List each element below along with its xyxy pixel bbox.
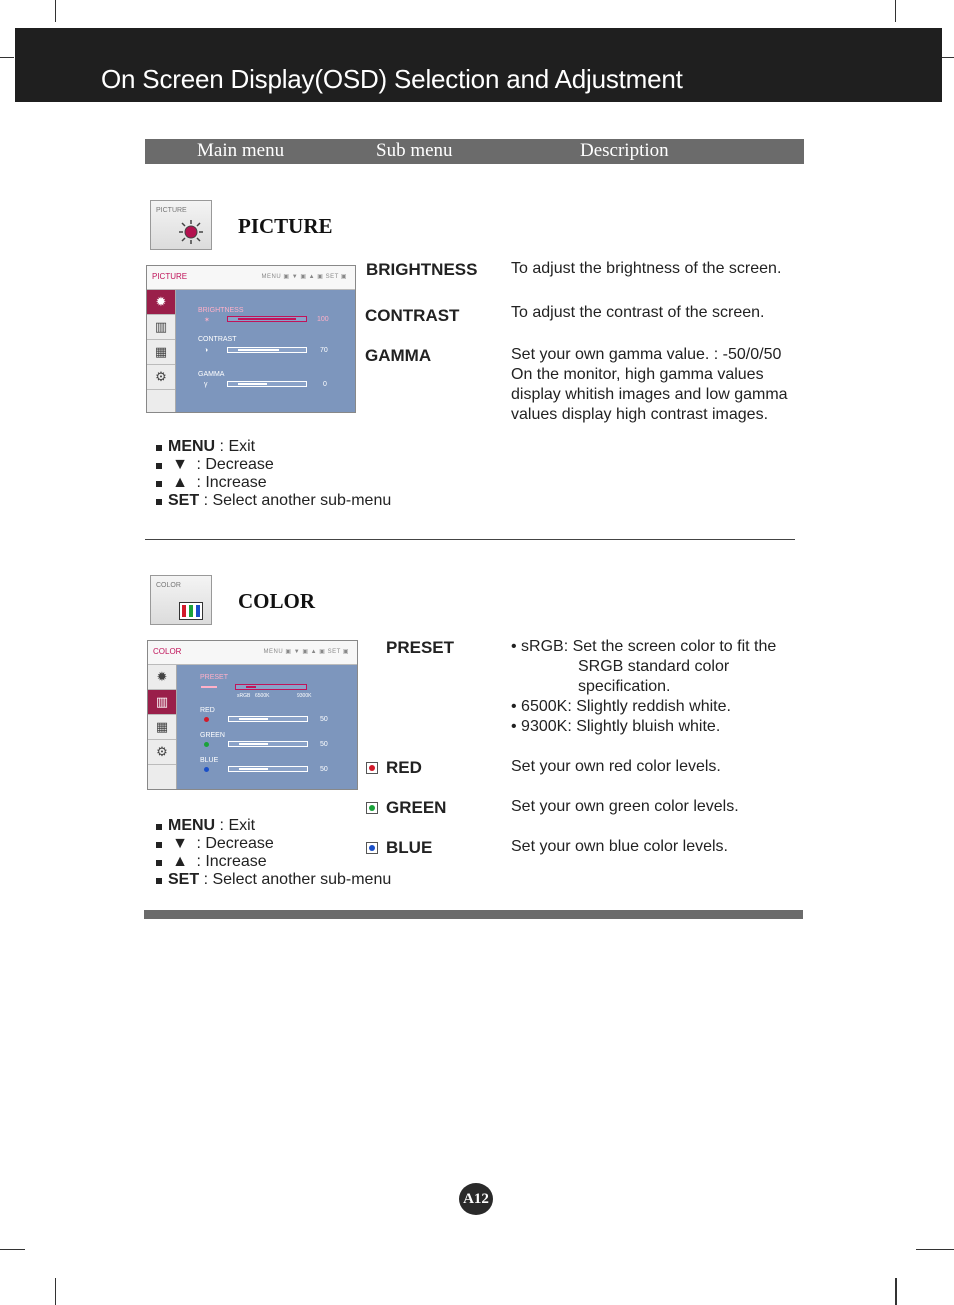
description-preset (511, 637, 811, 737)
legend-row (156, 871, 416, 889)
brightness-small-icon: ✶ (204, 317, 210, 324)
legend-key: SET (168, 492, 200, 509)
crop-mark (895, 1278, 897, 1305)
picture-icon-label: PICTURE (156, 207, 187, 214)
color-icon-label: COLOR (156, 582, 181, 589)
osd-side-menu (148, 665, 177, 789)
osd-value: 0 (323, 381, 327, 388)
description-blue: Set your own blue color levels. (511, 838, 728, 855)
description-brightness: To adjust the brightness of the screen. (511, 260, 782, 277)
legend-text: : Select another sub-menu (199, 492, 392, 509)
description-line: • 9300K: Slightly bluish white. (511, 718, 721, 735)
osd-picture-tab-icon: ✹ (148, 665, 176, 690)
picture-osd-screenshot (146, 265, 356, 413)
preset-tick: 6500K (255, 693, 270, 699)
column-main-menu: Main menu (197, 140, 285, 161)
green-swatch-icon (366, 802, 378, 814)
submenu-gamma: GAMMA (365, 346, 432, 365)
legend-row (156, 474, 416, 492)
submenu-brightness: BRIGHTNESS (366, 260, 478, 279)
submenu-green: GREEN (386, 798, 447, 817)
legend-text: : Increase (192, 853, 267, 870)
gamma-small-icon: γ (204, 381, 208, 388)
description-gamma (511, 345, 788, 425)
osd-panel (176, 290, 355, 412)
osd-bar (227, 347, 307, 353)
crop-mark (942, 57, 954, 58)
red-swatch-icon (366, 762, 378, 774)
osd-bar (227, 316, 307, 322)
description-line: display whitish images and low gamma (511, 386, 788, 403)
crop-mark (0, 57, 14, 58)
osd-preset-bar (235, 684, 307, 690)
legend-row (156, 438, 416, 456)
header-bar (15, 28, 942, 102)
picture-key-legend (156, 438, 416, 510)
red-dot-icon (204, 717, 209, 722)
osd-value: 50 (320, 766, 328, 773)
page-title: On Screen Display(OSD) Selection and Adjustment (101, 64, 683, 94)
legend-text: : Decrease (192, 835, 274, 852)
osd-value: 70 (320, 347, 328, 354)
color-menu-icon-box (150, 575, 212, 625)
legend-text: : Select another sub-menu (199, 871, 392, 888)
legend-text: : Exit (215, 438, 256, 455)
description-line: Set your own gamma value. : -50/0/50 (511, 346, 782, 363)
osd-key-hints: MENU ▣ ▼ ▣ ▲ ▣ SET ▣ (263, 649, 349, 655)
description-line: values display high contrast images. (511, 406, 769, 423)
legend-key: MENU (168, 817, 216, 834)
osd-tracking-tab-icon: ▦ (148, 715, 176, 740)
crop-mark (916, 1249, 954, 1250)
legend-row (156, 817, 416, 835)
blue-dot-icon (204, 767, 209, 772)
osd-title: PICTURE (152, 272, 188, 281)
osd-bar (227, 381, 307, 387)
description-line: specification. (578, 678, 671, 695)
osd-setup-tab-icon: ⚙ (147, 365, 175, 390)
osd-side-menu (147, 290, 176, 412)
down-arrow-icon: ▼ (172, 456, 188, 473)
osd-color-tab-icon: ▥ (147, 315, 175, 340)
osd-panel (177, 665, 357, 789)
crop-mark (895, 0, 896, 22)
description-line: On the monitor, high gamma values (511, 366, 764, 383)
brightness-icon (177, 218, 205, 246)
description-line: SRGB standard color (578, 658, 730, 675)
preset-tick: sRGB (237, 693, 251, 699)
description-contrast: To adjust the contrast of the screen. (511, 304, 765, 321)
osd-item-label: CONTRAST (198, 336, 237, 343)
color-section-title: COLOR (238, 589, 316, 613)
osd-bar (228, 741, 308, 747)
legend-key: SET (168, 871, 200, 888)
legend-row (156, 492, 416, 510)
color-bars-icon (179, 602, 203, 620)
osd-preset-label: PRESET (200, 674, 229, 681)
crop-mark (55, 0, 56, 22)
description-red: Set your own red color levels. (511, 758, 721, 775)
osd-bar (228, 766, 308, 772)
preset-indicator (201, 686, 217, 688)
preset-tick: 9300K (297, 693, 312, 699)
submenu-blue: BLUE (386, 838, 433, 857)
green-dot-icon (204, 742, 209, 747)
osd-value: 50 (320, 741, 328, 748)
page-number-badge: A12 (459, 1183, 493, 1215)
legend-row (156, 456, 416, 474)
osd-title: COLOR (153, 647, 182, 656)
description-line: • 6500K: Slightly reddish white. (511, 698, 731, 715)
osd-key-hints: MENU ▣ ▼ ▣ ▲ ▣ SET ▣ (261, 274, 347, 280)
osd-top-bar (148, 641, 357, 665)
osd-picture-tab-icon: ✹ (147, 290, 175, 315)
color-key-legend (156, 817, 416, 889)
description-line: • sRGB: Set the screen color to fit the (511, 638, 777, 655)
submenu-red: RED (386, 758, 422, 777)
osd-item-label: BLUE (200, 757, 219, 764)
section-end-bar (144, 910, 803, 919)
column-sub-menu: Sub menu (376, 140, 453, 161)
legend-text: : Increase (192, 474, 267, 491)
osd-bar (228, 716, 308, 722)
legend-text: : Decrease (192, 456, 274, 473)
submenu-preset: PRESET (386, 638, 455, 657)
submenu-contrast: CONTRAST (365, 306, 460, 325)
section-divider (145, 539, 795, 540)
description-green: Set your own green color levels. (511, 798, 739, 815)
osd-tracking-tab-icon: ▦ (147, 340, 175, 365)
picture-menu-icon-box (150, 200, 212, 250)
osd-top-bar (147, 266, 355, 290)
osd-color-tab-icon: ▥ (148, 690, 176, 715)
legend-row (156, 835, 416, 853)
column-description: Description (580, 140, 669, 161)
legend-text: : Exit (215, 817, 256, 834)
osd-value: 100 (317, 316, 329, 323)
crop-mark (0, 1249, 25, 1250)
column-header-bar (145, 139, 804, 164)
up-arrow-icon: ▲ (172, 853, 188, 870)
up-arrow-icon: ▲ (172, 474, 188, 491)
osd-value: 50 (320, 716, 328, 723)
osd-item-label: GREEN (200, 732, 225, 739)
osd-item-label: BRIGHTNESS (198, 307, 244, 314)
contrast-small-icon: ◑ (204, 347, 209, 354)
osd-item-label: GAMMA (198, 371, 225, 378)
down-arrow-icon: ▼ (172, 835, 188, 852)
crop-mark (55, 1278, 56, 1305)
osd-setup-tab-icon: ⚙ (148, 740, 176, 765)
legend-row (156, 853, 416, 871)
legend-key: MENU (168, 438, 216, 455)
color-osd-screenshot (147, 640, 358, 790)
picture-section-title: PICTURE (238, 214, 333, 238)
osd-item-label: RED (200, 707, 215, 714)
